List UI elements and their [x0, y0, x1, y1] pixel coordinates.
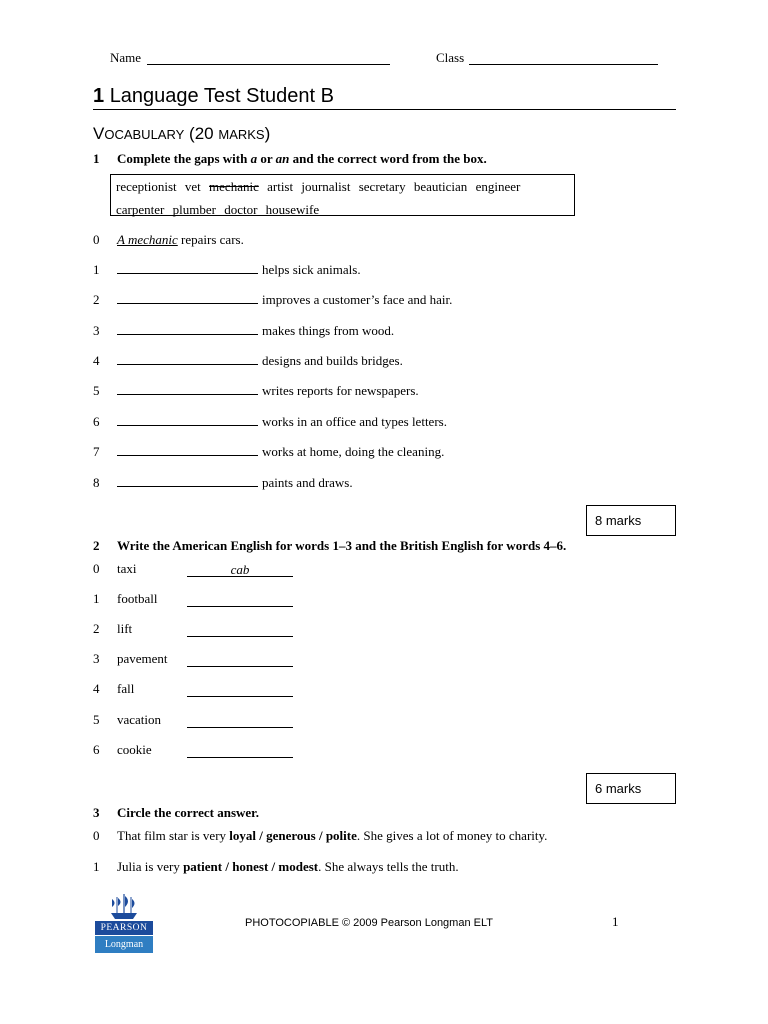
q3-item-options[interactable]: patient / honest / modest: [183, 859, 319, 874]
q2-item-number: 1: [93, 591, 100, 606]
box-word: doctor: [224, 202, 258, 217]
box-word: plumber: [172, 202, 216, 217]
q2-item-word: vacation: [117, 712, 162, 727]
q1-a: a: [250, 151, 258, 166]
logo-longman-text: Longman: [95, 936, 153, 953]
q1-item-number: 7: [93, 444, 100, 459]
section-open: (20: [189, 124, 214, 143]
section-heading: [93, 124, 270, 144]
answer-gap[interactable]: [117, 414, 258, 426]
q1-item-number: 5: [93, 383, 100, 398]
footer-copyright: PHOTOCOPIABLE © 2009 Pearson Longman ELT: [245, 917, 493, 929]
q1-item-text: writes reports for newspapers.: [262, 383, 419, 398]
page-title: [93, 85, 334, 108]
q2-item-word: pavement: [117, 651, 168, 666]
q1-item: [117, 323, 394, 339]
class-field-line[interactable]: [469, 64, 658, 65]
q3-item-pre: That film star is very: [117, 828, 230, 843]
box-word: journalist: [301, 179, 351, 194]
q2-example-number: 0: [93, 561, 100, 576]
name-label: Name: [110, 50, 142, 65]
q2-item-word: fall: [117, 681, 135, 696]
q2-item-number: 3: [93, 651, 100, 666]
answer-gap[interactable]: [187, 654, 293, 672]
box-word: engineer: [475, 179, 521, 194]
title-text: Language Test Student B: [109, 85, 334, 107]
q1-item-number: 4: [93, 353, 100, 368]
q1-or: or: [257, 151, 276, 166]
q1-item-number: 2: [93, 292, 100, 307]
q3-item-pre: Julia is very: [117, 859, 184, 874]
page-number: 1: [612, 914, 619, 929]
q1-marks-box: 8 marks: [586, 505, 676, 536]
q2-example-word: taxi: [117, 561, 137, 576]
q2-item-number: 4: [93, 681, 100, 696]
q3-item-post: . She always tells the truth.: [318, 859, 459, 874]
q1-item: [117, 383, 419, 399]
box-word-used: mechanic: [209, 179, 259, 194]
q1-number: 1: [93, 151, 100, 166]
q3-item-post: . She gives a lot of money to charity.: [356, 828, 548, 843]
q2-item-word: cookie: [117, 742, 152, 757]
q1-item: [117, 475, 353, 491]
q1-item-number: 8: [93, 475, 100, 490]
q3-instruction: Circle the correct answer.: [117, 805, 259, 820]
box-word: artist: [267, 179, 294, 194]
q3-item-number: 1: [93, 859, 100, 874]
q1-item-number: 1: [93, 262, 100, 277]
box-word: vet: [184, 179, 201, 194]
answer-gap[interactable]: [117, 292, 258, 304]
q2-item-word: football: [117, 591, 158, 606]
q2-item-number: 2: [93, 621, 100, 636]
q1-item-text: paints and draws.: [262, 475, 353, 490]
section-marks-word: MARKS: [218, 127, 265, 142]
section-close: ): [264, 124, 271, 143]
answer-gap[interactable]: [117, 323, 258, 335]
q1-example-text: repairs cars.: [177, 232, 244, 247]
name-field-line[interactable]: [147, 64, 390, 65]
q1-item-text: works in an office and types letters.: [262, 414, 447, 429]
q1-instruction: [117, 151, 487, 167]
answer-gap[interactable]: [187, 715, 293, 733]
q2-example-gap: [187, 564, 293, 582]
box-word: housewife: [265, 202, 320, 217]
answer-gap[interactable]: [117, 353, 258, 365]
q1-instruction-pre: Complete the gaps with: [117, 151, 251, 166]
q1-item-text: helps sick animals.: [262, 262, 361, 277]
answer-gap[interactable]: [117, 383, 258, 395]
q1-an: an: [275, 151, 290, 166]
logo-pearson-text: PEARSON: [95, 921, 153, 935]
q1-item: [117, 444, 444, 460]
box-word: secretary: [358, 179, 406, 194]
q2-item-number: 5: [93, 712, 100, 727]
answer-gap[interactable]: [187, 684, 293, 702]
section-word: OCABULARY: [104, 127, 185, 142]
q1-item-text: works at home, doing the cleaning.: [262, 444, 445, 459]
q1-item-number: 6: [93, 414, 100, 429]
answer-gap[interactable]: [117, 262, 258, 274]
q3-number: 3: [93, 805, 100, 820]
answer-gap[interactable]: [117, 475, 258, 487]
q1-item-text: improves a customer’s face and hair.: [262, 292, 453, 307]
q2-item-word: lift: [117, 621, 133, 636]
q1-item: [117, 414, 447, 430]
q2-item-number: 6: [93, 742, 100, 757]
ship-icon: [109, 893, 139, 921]
answer-gap[interactable]: [187, 745, 293, 763]
q2-example-answer: cab: [230, 562, 250, 577]
box-word: carpenter: [116, 202, 165, 217]
class-label: Class: [436, 50, 465, 65]
answer-gap[interactable]: [117, 444, 258, 456]
q1-instruction-post: and the correct word from the box.: [289, 151, 487, 166]
q1-example-answer: A mechanic: [117, 232, 178, 247]
box-word: receptionist: [116, 179, 177, 194]
word-box: [110, 174, 575, 216]
box-word: beautician: [413, 179, 468, 194]
answer-gap[interactable]: [187, 594, 293, 612]
q2-number: 2: [93, 538, 100, 553]
q2-marks-box: 6 marks: [586, 773, 676, 804]
q1-item: [117, 353, 403, 369]
title-rule: [93, 109, 676, 110]
q3-item-number: 0: [93, 828, 100, 843]
q1-example-number: 0: [93, 232, 100, 247]
q3-item: [117, 859, 459, 875]
q2-instruction: Write the American English for words 1–3 and the British English for words 4–6.: [117, 538, 567, 553]
q3-item-options[interactable]: loyal / generous / polite: [229, 828, 357, 843]
q3-item: [117, 828, 547, 844]
q1-item-text: designs and builds bridges.: [262, 353, 403, 368]
pearson-longman-logo: [95, 893, 153, 953]
q1-item-number: 3: [93, 323, 100, 338]
section-initial: V: [93, 124, 105, 143]
q1-item: [117, 262, 361, 278]
title-number: 1: [93, 85, 105, 107]
q1-example: [117, 232, 244, 248]
answer-gap[interactable]: [187, 624, 293, 642]
q1-item-text: makes things from wood.: [262, 323, 395, 338]
q1-item: [117, 292, 452, 308]
